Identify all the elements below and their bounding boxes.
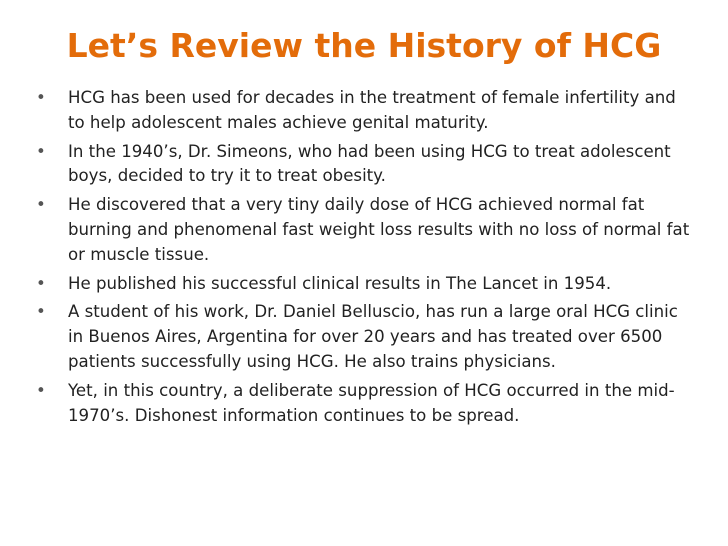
bullet-text: Yet, in this country, a deliberate suppression of HCG occurred in the mid-1970’s. Dishonest information continues to be spread. [68, 380, 675, 425]
bullet-text: He discovered that a very tiny daily dose of HCG achieved normal fat burning and phenomenal fast weight loss results with no loss of normal fat or muscle tissue. [68, 195, 690, 264]
bullet-text: He published his successful clinical results in The Lancet in 1954. [68, 273, 612, 293]
bullet-item-4 [36, 272, 691, 297]
bullet-text: In the 1940’s, Dr. Simeons, who had been using HCG to treat adolescent boys, decided to try it to treat obesity. [68, 141, 671, 186]
bullet-text: A student of his work, Dr. Daniel Belluscio, has run a large oral HCG clinic in Buenos Aires, Argentina for over 20 years and has treated over 6500 patients successfully using HCG. He also trains physicians. [68, 302, 678, 371]
bullet-dot-icon: • [36, 273, 46, 293]
bullet-item-3 [36, 193, 691, 267]
bullet-dot-icon: • [36, 302, 46, 322]
bullet-item-1 [36, 86, 691, 136]
bullet-item-2 [36, 140, 691, 190]
bullet-dot-icon: • [36, 88, 46, 107]
bullet-dot-icon: • [36, 195, 46, 215]
slide-title: Let’s Review the History of HCG [66, 26, 662, 65]
bullet-item-5 [36, 300, 691, 374]
bullet-item-6 [36, 379, 691, 429]
bullet-text: HCG has been used for decades in the treatment of female infertility and to help adolescent males achieve genital maturity. [68, 88, 676, 132]
bullet-dot-icon: • [36, 380, 46, 400]
bullet-dot-icon: • [36, 141, 46, 161]
bullet-list [36, 86, 691, 432]
